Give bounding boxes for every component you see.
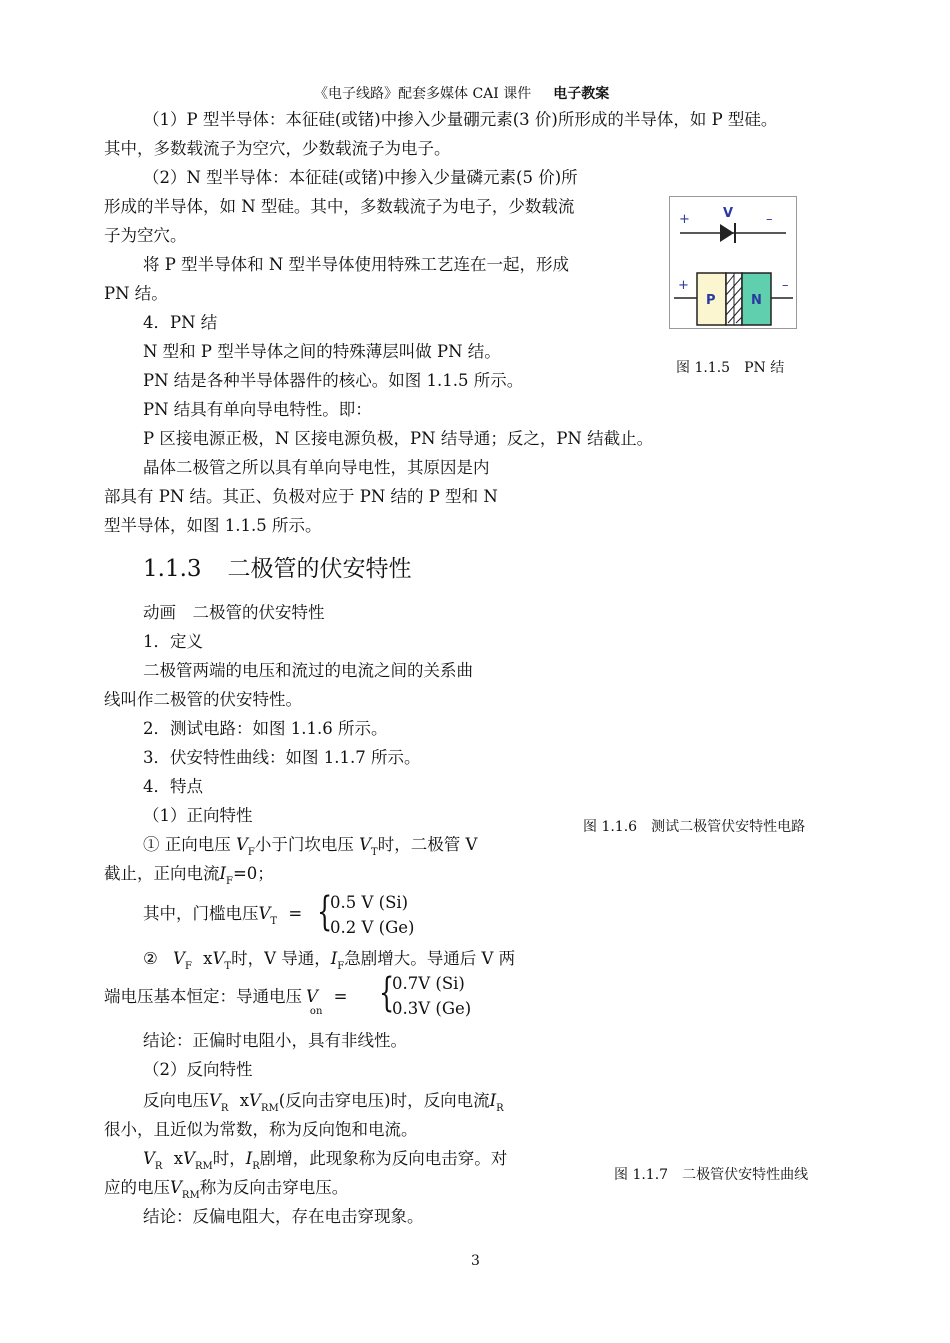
pn-line-1: PN 结是各种半导体器件的核心。如图 1.1.5 所示。 — [143, 371, 524, 390]
symbol-von: V — [306, 987, 318, 1006]
symbol-if2-sub: F — [337, 961, 345, 972]
threshold-ge: 0.2 V (Ge) — [330, 918, 415, 937]
forward1-text-a: 正向电压 — [164, 835, 231, 854]
lt-symbol: ⅹ — [239, 1091, 250, 1110]
reverse2-text-b: 剧增，此现象称为反向电击穿。对 — [259, 1149, 508, 1168]
symbol-vt2-sub: T — [270, 916, 278, 927]
forward2-line1 — [143, 949, 515, 972]
symbol-vr: V — [209, 1091, 221, 1110]
reverse1-line1 — [143, 1091, 504, 1114]
forward1-text-c: 时，二极管 V — [377, 835, 478, 854]
reverse2-line2 — [104, 1178, 348, 1201]
threshold-label — [143, 904, 302, 927]
von-equals: = — [333, 987, 348, 1006]
symbol-vt3: V — [212, 949, 225, 968]
item-test-circuit: 2．测试电路：如图 1.1.6 所示。 — [143, 719, 388, 738]
symbol-ir2-sub: R — [252, 1161, 260, 1172]
threshold-si: 0.5 V (Si) — [330, 893, 409, 912]
diode-line2: 部具有 PN 结。其正、负极对应于 PN 结的 P 型和 N — [104, 487, 498, 506]
block-plus-sign: + — [678, 278, 689, 293]
diode-plus-sign: + — [679, 212, 690, 227]
circled-one: ① — [143, 835, 160, 854]
reverse2-line1 — [143, 1149, 507, 1172]
n-type-line1: （2）N 型半导体：本征硅(或锗)中掺入少量磷元素(5 价)所 — [143, 168, 578, 187]
symbol-vrm3-sub: RM — [181, 1190, 200, 1201]
figure-1-1-6-caption: 图 1.1.6 测试二极管伏安特性电路 — [583, 819, 806, 835]
combine-line1: 将 P 型半导体和 N 型半导体使用特殊工艺连在一起，形成 — [143, 255, 570, 274]
symbol-if2: I — [330, 949, 338, 968]
conclusion-reverse: 结论：反偏电阻大，存在电击穿现象。 — [143, 1207, 424, 1226]
header-bold-label: 电子教案 — [553, 86, 610, 102]
symbol-vrm3: V — [170, 1178, 182, 1197]
definition-line2: 线叫作二极管的伏安特性。 — [104, 690, 302, 709]
forward1-line1 — [143, 835, 477, 858]
pn-heading: 4．PN 结 — [143, 313, 218, 332]
symbol-vf2-sub: F — [184, 961, 192, 972]
definition-heading: 1．定义 — [143, 632, 203, 651]
conclusion-forward: 结论：正偏时电阻小，具有非线性。 — [143, 1031, 407, 1050]
forward1-text-b: 小于门坎电压 — [254, 835, 354, 854]
symbol-vt3-sub: T — [224, 961, 232, 972]
forward1-text-line2b: =0； — [232, 864, 274, 883]
page-number: 3 — [471, 1253, 480, 1269]
threshold-label-text: 其中，门槛电压 — [143, 904, 259, 923]
item-curve: 3．伏安特性曲线：如图 1.1.7 所示。 — [143, 748, 421, 767]
symbol-vrm2: V — [183, 1149, 195, 1168]
symbol-vrm: V — [249, 1091, 261, 1110]
reverse1-line2: 很小，且近似为常数，称为反向饱和电流。 — [104, 1120, 418, 1139]
p-type-line1: （1）P 型半导体：本征硅(或锗)中掺入少量硼元素(3 价)所形成的半导体，如 P 型硅。 — [143, 110, 778, 129]
symbol-ir2: I — [245, 1149, 253, 1168]
symbol-ir: I — [489, 1091, 497, 1110]
diode-line1: 晶体二极管之所以具有单向导电性，其原因是内 — [143, 458, 490, 477]
forward2-line2 — [104, 987, 348, 1017]
reverse2-text-line2a: 应的电压 — [104, 1178, 170, 1197]
n-type-line2: 形成的半导体，如 N 型硅。其中，多数载流子为电子，少数载流 — [104, 197, 575, 216]
definition-line1: 二极管两端的电压和流过的电流之间的关系曲 — [143, 661, 473, 680]
reverse2-text-line2b: 称为反向击穿电压。 — [199, 1178, 349, 1197]
circled-two: ② — [143, 949, 158, 968]
item-features: 4．特点 — [143, 777, 203, 796]
symbol-vt: V — [359, 835, 372, 854]
n-region-label: N — [751, 293, 762, 308]
animation-link[interactable]: 动画 二极管的伏安特性 — [143, 603, 325, 622]
page-header — [314, 84, 609, 104]
pn-line-0: N 型和 P 型半导体之间的特殊薄层叫做 PN 结。 — [143, 342, 501, 361]
symbol-von-sub: on — [309, 1006, 323, 1017]
diode-line3: 型半导体，如图 1.1.5 所示。 — [104, 516, 322, 535]
section-number: 1.1.3 — [143, 556, 202, 582]
reverse1-text-b: (反向击穿电压)时，反向电流 — [278, 1091, 490, 1110]
pn-junction-diagram — [670, 197, 796, 328]
diode-v-label: V — [723, 206, 734, 221]
symbol-vt2: V — [258, 904, 271, 923]
threshold-brace: { — [317, 889, 333, 935]
figure-1-1-7-caption: 图 1.1.7 二极管伏安特性曲线 — [614, 1167, 809, 1183]
section-title: 二极管的伏安特性 — [227, 556, 412, 582]
n-type-line3: 子为空穴。 — [104, 226, 187, 245]
combine-line2: PN 结。 — [104, 284, 168, 303]
symbol-if-sub: F — [226, 876, 233, 887]
symbol-vr2-sub: R — [154, 1161, 163, 1172]
forward2-text-a: 时，V 导通， — [231, 949, 331, 968]
diode-triangle-icon — [720, 224, 734, 242]
symbol-vrm2-sub: RM — [194, 1161, 213, 1172]
pn-junction-figure — [669, 196, 797, 329]
forward2-line2-text: 端电压基本恒定：导通电压 — [104, 987, 302, 1006]
ge-symbol: ⅹ — [203, 949, 213, 968]
pn-line-2: PN 结具有单向导电特性。即： — [143, 400, 372, 419]
symbol-vr-sub: R — [220, 1103, 229, 1114]
reverse-heading: （2）反向特性 — [143, 1060, 253, 1079]
von-brace: { — [379, 970, 395, 1016]
forward-heading: （1）正向特性 — [143, 806, 253, 825]
diode-minus-sign: – — [766, 212, 773, 227]
forward1-text-line2a: 截止，正向电流 — [104, 864, 220, 883]
von-si: 0.7V (Si) — [392, 974, 465, 993]
symbol-vf: V — [236, 835, 248, 854]
reverse1-text-a: 反向电压 — [143, 1091, 209, 1110]
symbol-vf2: V — [173, 949, 185, 968]
section-heading — [143, 550, 412, 583]
p-type-line2: 其中，多数载流子为空穴，少数载流子为电子。 — [104, 139, 451, 158]
forward2-text-b: 急剧增大。导通后 V 两 — [344, 949, 516, 968]
reverse2-text-a: 时， — [212, 1149, 246, 1168]
ge-symbol-2: ⅹ — [173, 1149, 184, 1168]
symbol-vt-sub: T — [371, 847, 378, 858]
forward1-line2 — [104, 864, 274, 887]
von-ge: 0.3V (Ge) — [392, 999, 472, 1018]
symbol-ir-sub: R — [496, 1103, 504, 1114]
figure-1-1-5-caption: 图 1.1.5 PN 结 — [676, 360, 785, 376]
block-minus-sign: – — [782, 278, 789, 293]
symbol-vf-sub: F — [247, 847, 255, 858]
threshold-equals: = — [288, 904, 303, 923]
p-region-label: P — [706, 293, 716, 308]
symbol-if: I — [219, 864, 227, 883]
header-title: 《电子线路》配套多媒体 CAI 课件 — [314, 86, 532, 102]
pn-line-3: P 区接电源正极，N 区接电源负极，PN 结导通；反之，PN 结截止。 — [143, 429, 654, 448]
symbol-vr2: V — [143, 1149, 155, 1168]
symbol-vrm-sub: RM — [260, 1103, 279, 1114]
